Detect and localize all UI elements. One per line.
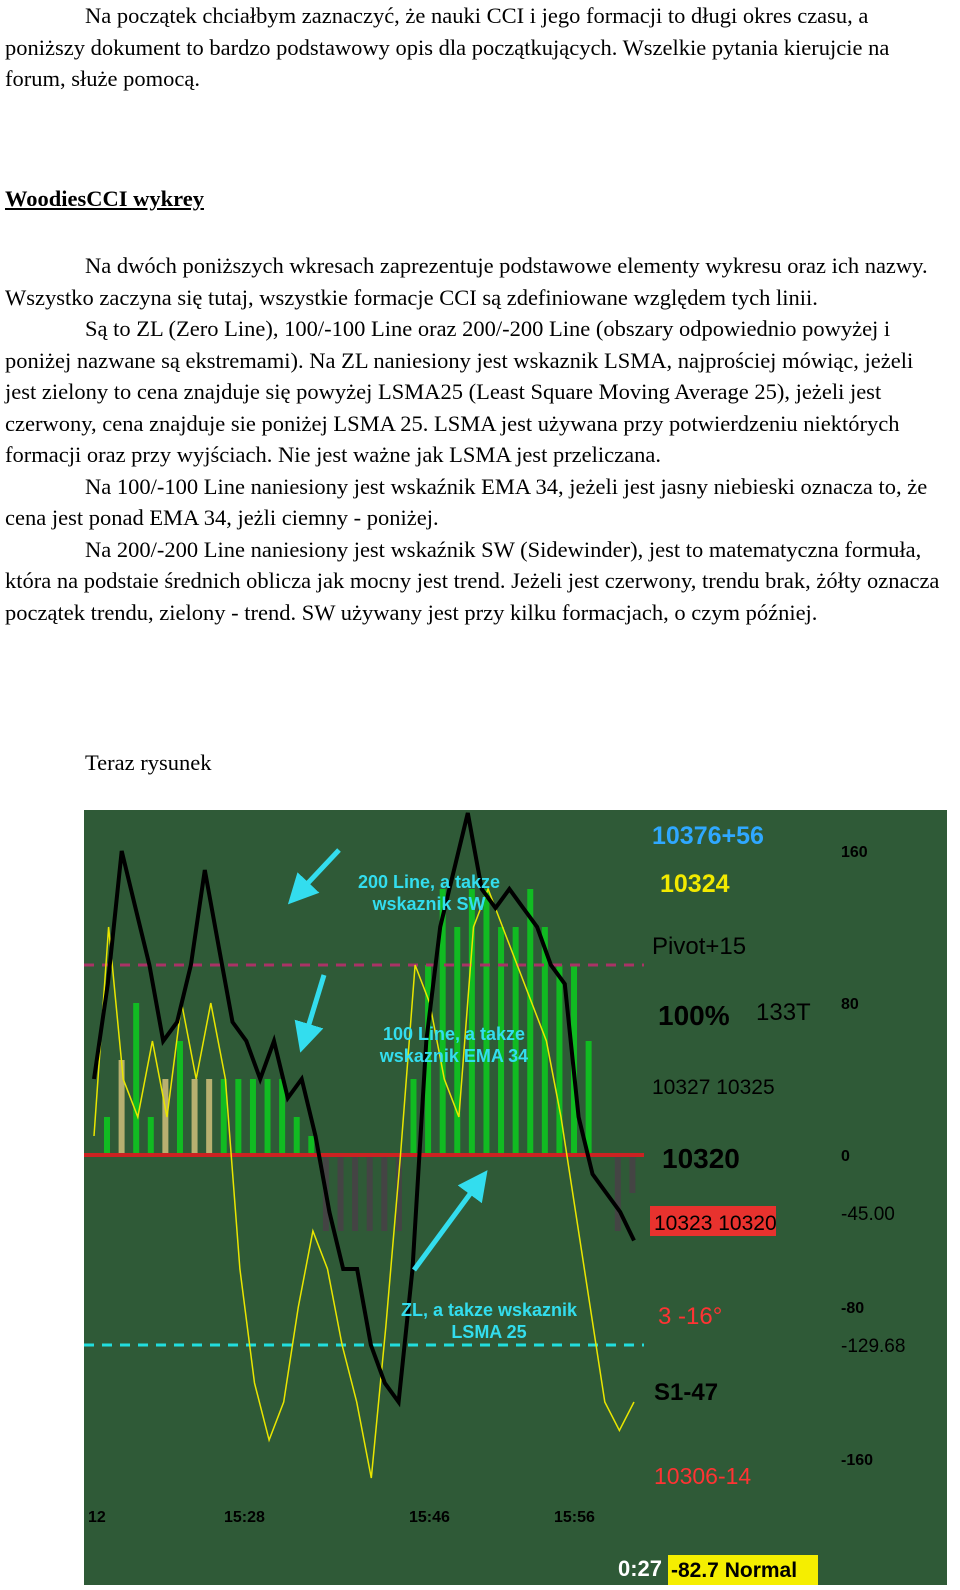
panel-line4b: 133T [756,999,811,1026]
histogram-bar [527,889,533,1155]
paragraph: Na 100/-100 Line naniesiony jest wskaźnik EMA 34, jeżeli jest jasny niebieski oznacza to, że cena jest ponad EMA 34, jeżli ciemny - poniżej. [5,473,928,530]
annotation-ema: wskaznik EMA 34 [379,1046,529,1066]
panel-line1: 10376+56 [652,822,764,850]
panel-line7: 10323 10320 [654,1212,777,1235]
histogram-bar [265,1079,271,1155]
panel-line5: 10327 10325 [652,1076,775,1099]
histogram-bar [148,1117,154,1155]
cci-chart [84,810,947,1585]
histogram-bar [235,1079,241,1155]
histogram-bar [308,1136,314,1155]
y-tick-label: -80 [841,1300,865,1317]
annotation-200-line: 200 Line, a takze [357,872,501,892]
panel-line8: 3 -16° [658,1303,723,1330]
section-heading: WoodiesCCI wykrey [5,186,204,211]
y-tick-label: 80 [841,996,859,1013]
histogram-bar [615,1155,621,1231]
panel-line4a: 100% [658,1000,730,1031]
histogram-bar [294,1117,300,1155]
y-value-label: -129.68 [841,1336,906,1357]
y-tick-label: 160 [841,844,868,861]
figure-caption: Teraz rysunek [85,750,212,775]
x-tick-label: 12 [88,1509,106,1526]
annotation-100-line: 100 Line, a takze [382,1024,526,1044]
histogram-bar [104,1117,110,1155]
annotation-sw: wskaznik SW [372,894,486,914]
y-value-label: -45.00 [841,1204,895,1225]
histogram-bar [177,1041,183,1155]
panel-line6: 10320 [662,1143,740,1174]
x-tick-label: 15:46 [409,1509,450,1526]
paragraph: Są to ZL (Zero Line), 100/-100 Line oraz 200/-200 Line (obszary odpowiednio powyżej i poniżej nazwane są ekstremami). Na ZL naniesiony jest wskaznik LSMA, najprościej mówiąc, jeżeli jest zielony to cena znajduje się powyżej LSMA25 (Least Square Moving Average 25), jeżeli jest czerwony, cena znajduje sie poniżej LSMA 25. LSMA jest używana przy potwierdzeniu niektórych formacji oraz przy wyjściach. Nie jest ważne jak LSMA jest przeliczana. [5,316,914,467]
body-block [5,250,945,628]
histogram-bar [338,1155,344,1231]
histogram-bar [352,1155,358,1231]
y-tick-label: -160 [841,1452,874,1469]
paragraph: Na dwóch poniższych wkresach zaprezentuje podstawowe elementy wykresu oraz ich nazwy. Wszystko zaczyna się tutaj, wszystkie formacje CCI są zdefiniowane względem tych linii. [5,253,928,310]
status-value: -82.7 Normal [671,1559,798,1582]
histogram-bar [629,1155,635,1193]
panel-line2: 10324 [660,870,730,898]
annotation-lsma: LSMA 25 [451,1322,527,1342]
annotation-zl: ZL, a takze wskaznik [400,1300,578,1320]
histogram-bar [556,965,562,1155]
histogram-bar [250,1079,256,1155]
x-tick-label: 15:28 [224,1509,265,1526]
histogram-bar [206,1079,212,1155]
panel-line3: Pivot+15 [652,933,747,960]
x-tick-label: 15:56 [554,1509,595,1526]
histogram-bar [133,1003,139,1155]
histogram-bar [410,1079,416,1155]
intro-paragraph: Na początek chciałbym zaznaczyć, że nauki CCI i jego formacji to długi okres czasu, a poniższy dokument to bardzo podstawowy opis dla początkujących. Wszelkie pytania kierujcie na forum, służe pomocą. [5,3,890,91]
panel-line9: S1-47 [654,1379,719,1406]
paragraph: Na 200/-200 Line naniesiony jest wskaźnik SW (Sidewinder), jest to matematyczna formuła, która na podstaie średnich oblicza jak mocny jest trend. Jeżeli jest czerwony, trendu brak, żółty oznacza początek trendu, zielony - trend. SW używany jest przy kilku formacjach, o czym później. [5,536,940,625]
histogram-bar [381,1155,387,1231]
histogram-bar [586,1041,592,1155]
histogram-bar [483,889,489,1155]
status-time: 0:27 [618,1556,663,1581]
histogram-bar [367,1155,373,1231]
panel-line10: 10306-14 [654,1463,752,1489]
y-tick-label: 0 [841,1148,850,1165]
histogram-bar [192,1079,198,1155]
histogram-bar [119,1060,125,1155]
